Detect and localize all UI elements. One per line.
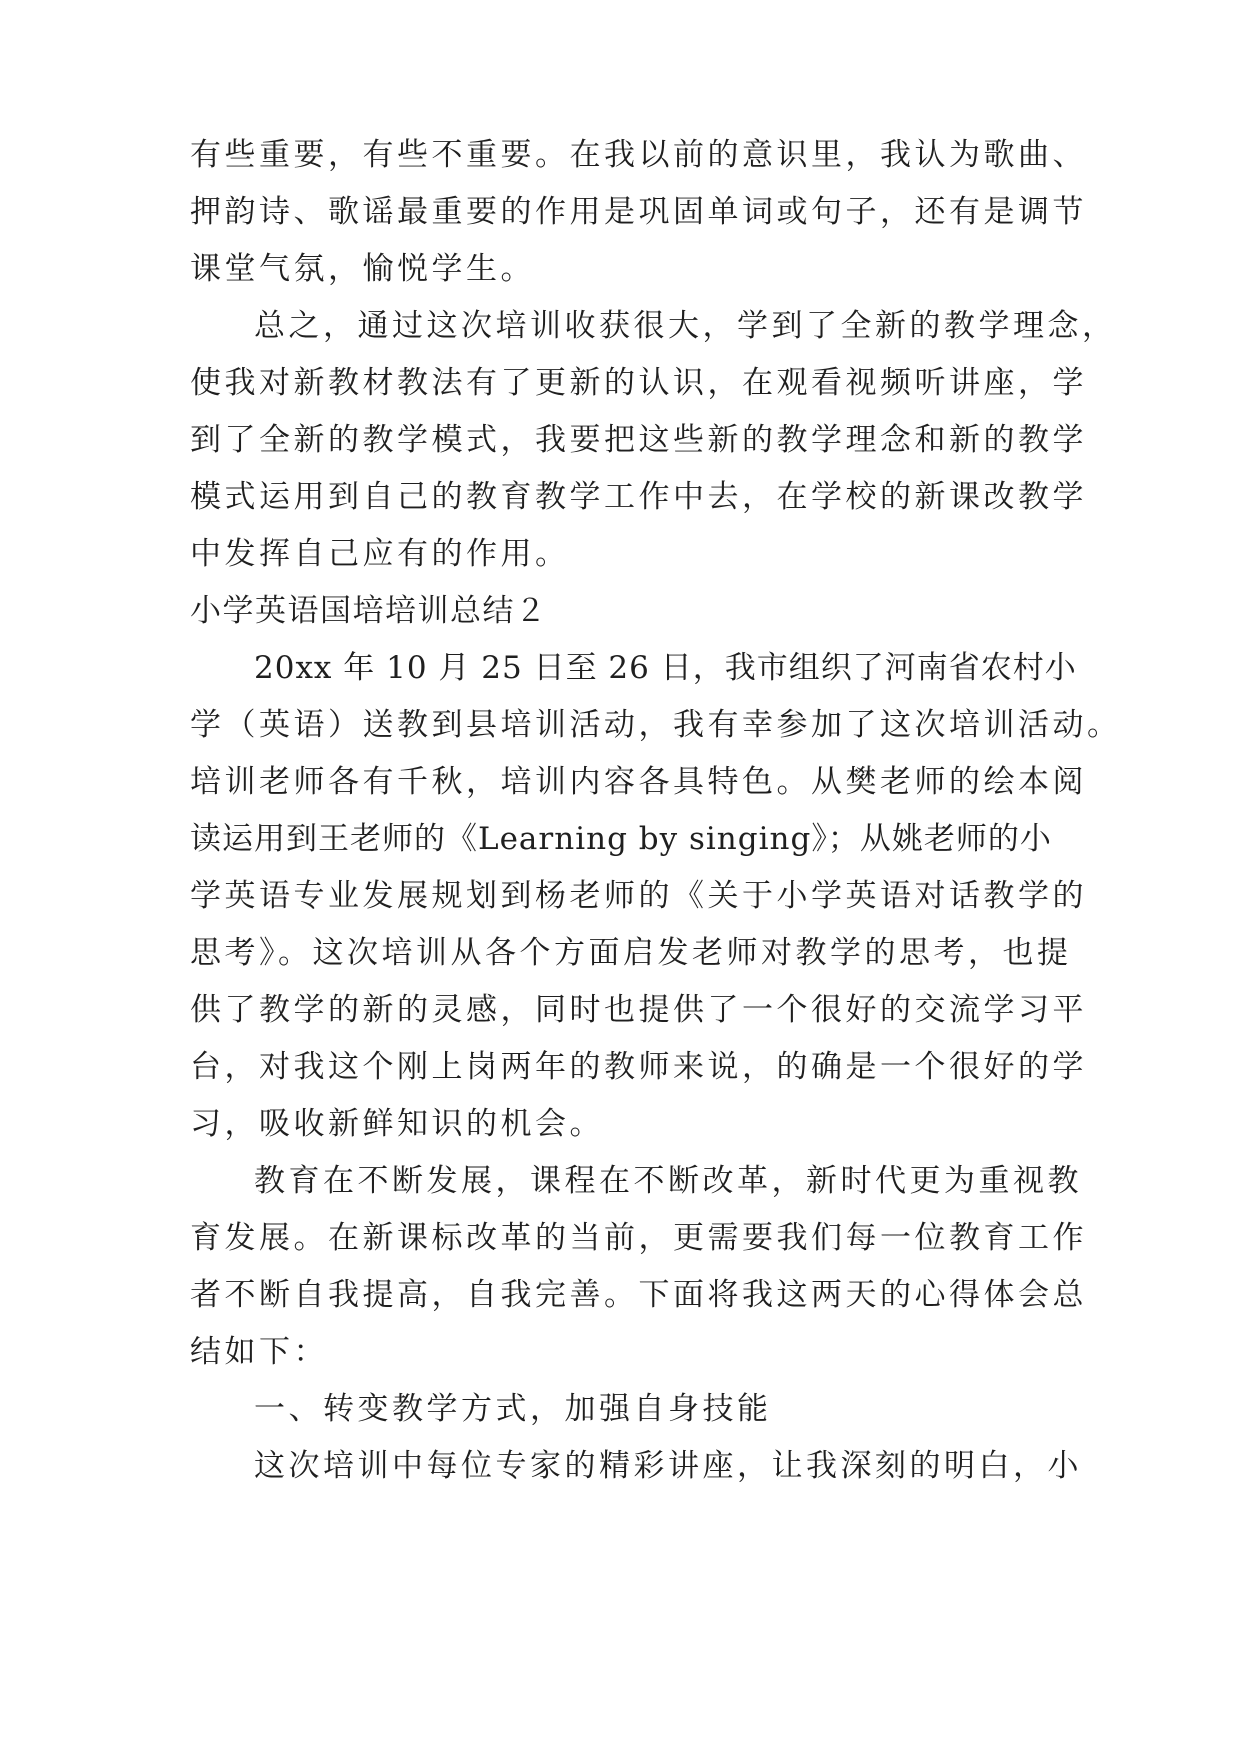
paragraph-line: 学英语专业发展规划到杨老师的《关于小学英语对话教学的: [190, 878, 1087, 914]
paragraph-line: 者不断自我提高，自我完善。下面将我这两天的心得体会总: [190, 1277, 1087, 1313]
paragraph-line: 供了教学的新的灵感，同时也提供了一个很好的交流学习平: [190, 992, 1087, 1028]
paragraph-line: 学（英语）送教到县培训活动，我有幸参加了这次培训活动。: [190, 707, 1122, 743]
paragraph-line: 模式运用到自己的教育教学工作中去，在学校的新课改教学: [190, 479, 1087, 515]
subsection-heading: 一、转变教学方式，加强自身技能: [254, 1391, 772, 1427]
paragraph-line: 总之，通过这次培训收获很大，学到了全新的教学理念，: [254, 308, 1117, 344]
paragraph-line: 读运用到王老师的《Learning by singing》；从姚老师的小: [190, 821, 1052, 857]
paragraph-line: 教育在不断发展，课程在不断改革，新时代更为重视教: [254, 1163, 1082, 1199]
paragraph-line: 有些重要，有些不重要。在我以前的意识里，我认为歌曲、: [190, 137, 1087, 173]
paragraph-line: 育发展。在新课标改革的当前，更需要我们每一位教育工作: [190, 1220, 1087, 1256]
paragraph-line: 结如下：: [190, 1334, 328, 1370]
paragraph-line: 押韵诗、歌谣最重要的作用是巩固单词或句子，还有是调节: [190, 194, 1087, 230]
paragraph-line: 使我对新教材教法有了更新的认识，在观看视频听讲座，学: [190, 365, 1087, 401]
paragraph-line: 这次培训中每位专家的精彩讲座，让我深刻的明白，小: [254, 1448, 1082, 1484]
paragraph-line: 20xx 年 10 月 25 日至 26 日，我市组织了河南省农村小: [254, 650, 1077, 686]
paragraph-line: 台，对我这个刚上岗两年的教师来说，的确是一个很好的学: [190, 1049, 1087, 1085]
paragraph-line: 中发挥自己应有的作用。: [190, 536, 570, 572]
section-heading: 小学英语国培培训总结２: [190, 593, 548, 629]
paragraph-line: 到了全新的教学模式，我要把这些新的教学理念和新的教学: [190, 422, 1087, 458]
paragraph-line: 习，吸收新鲜知识的机会。: [190, 1106, 604, 1142]
paragraph-line: 培训老师各有千秋，培训内容各具特色。从樊老师的绘本阅: [190, 764, 1087, 800]
paragraph-line: 思考》。这次培训从各个方面启发老师对教学的思考，也提: [190, 935, 1072, 971]
paragraph-line: 课堂气氛，愉悦学生。: [190, 251, 535, 287]
